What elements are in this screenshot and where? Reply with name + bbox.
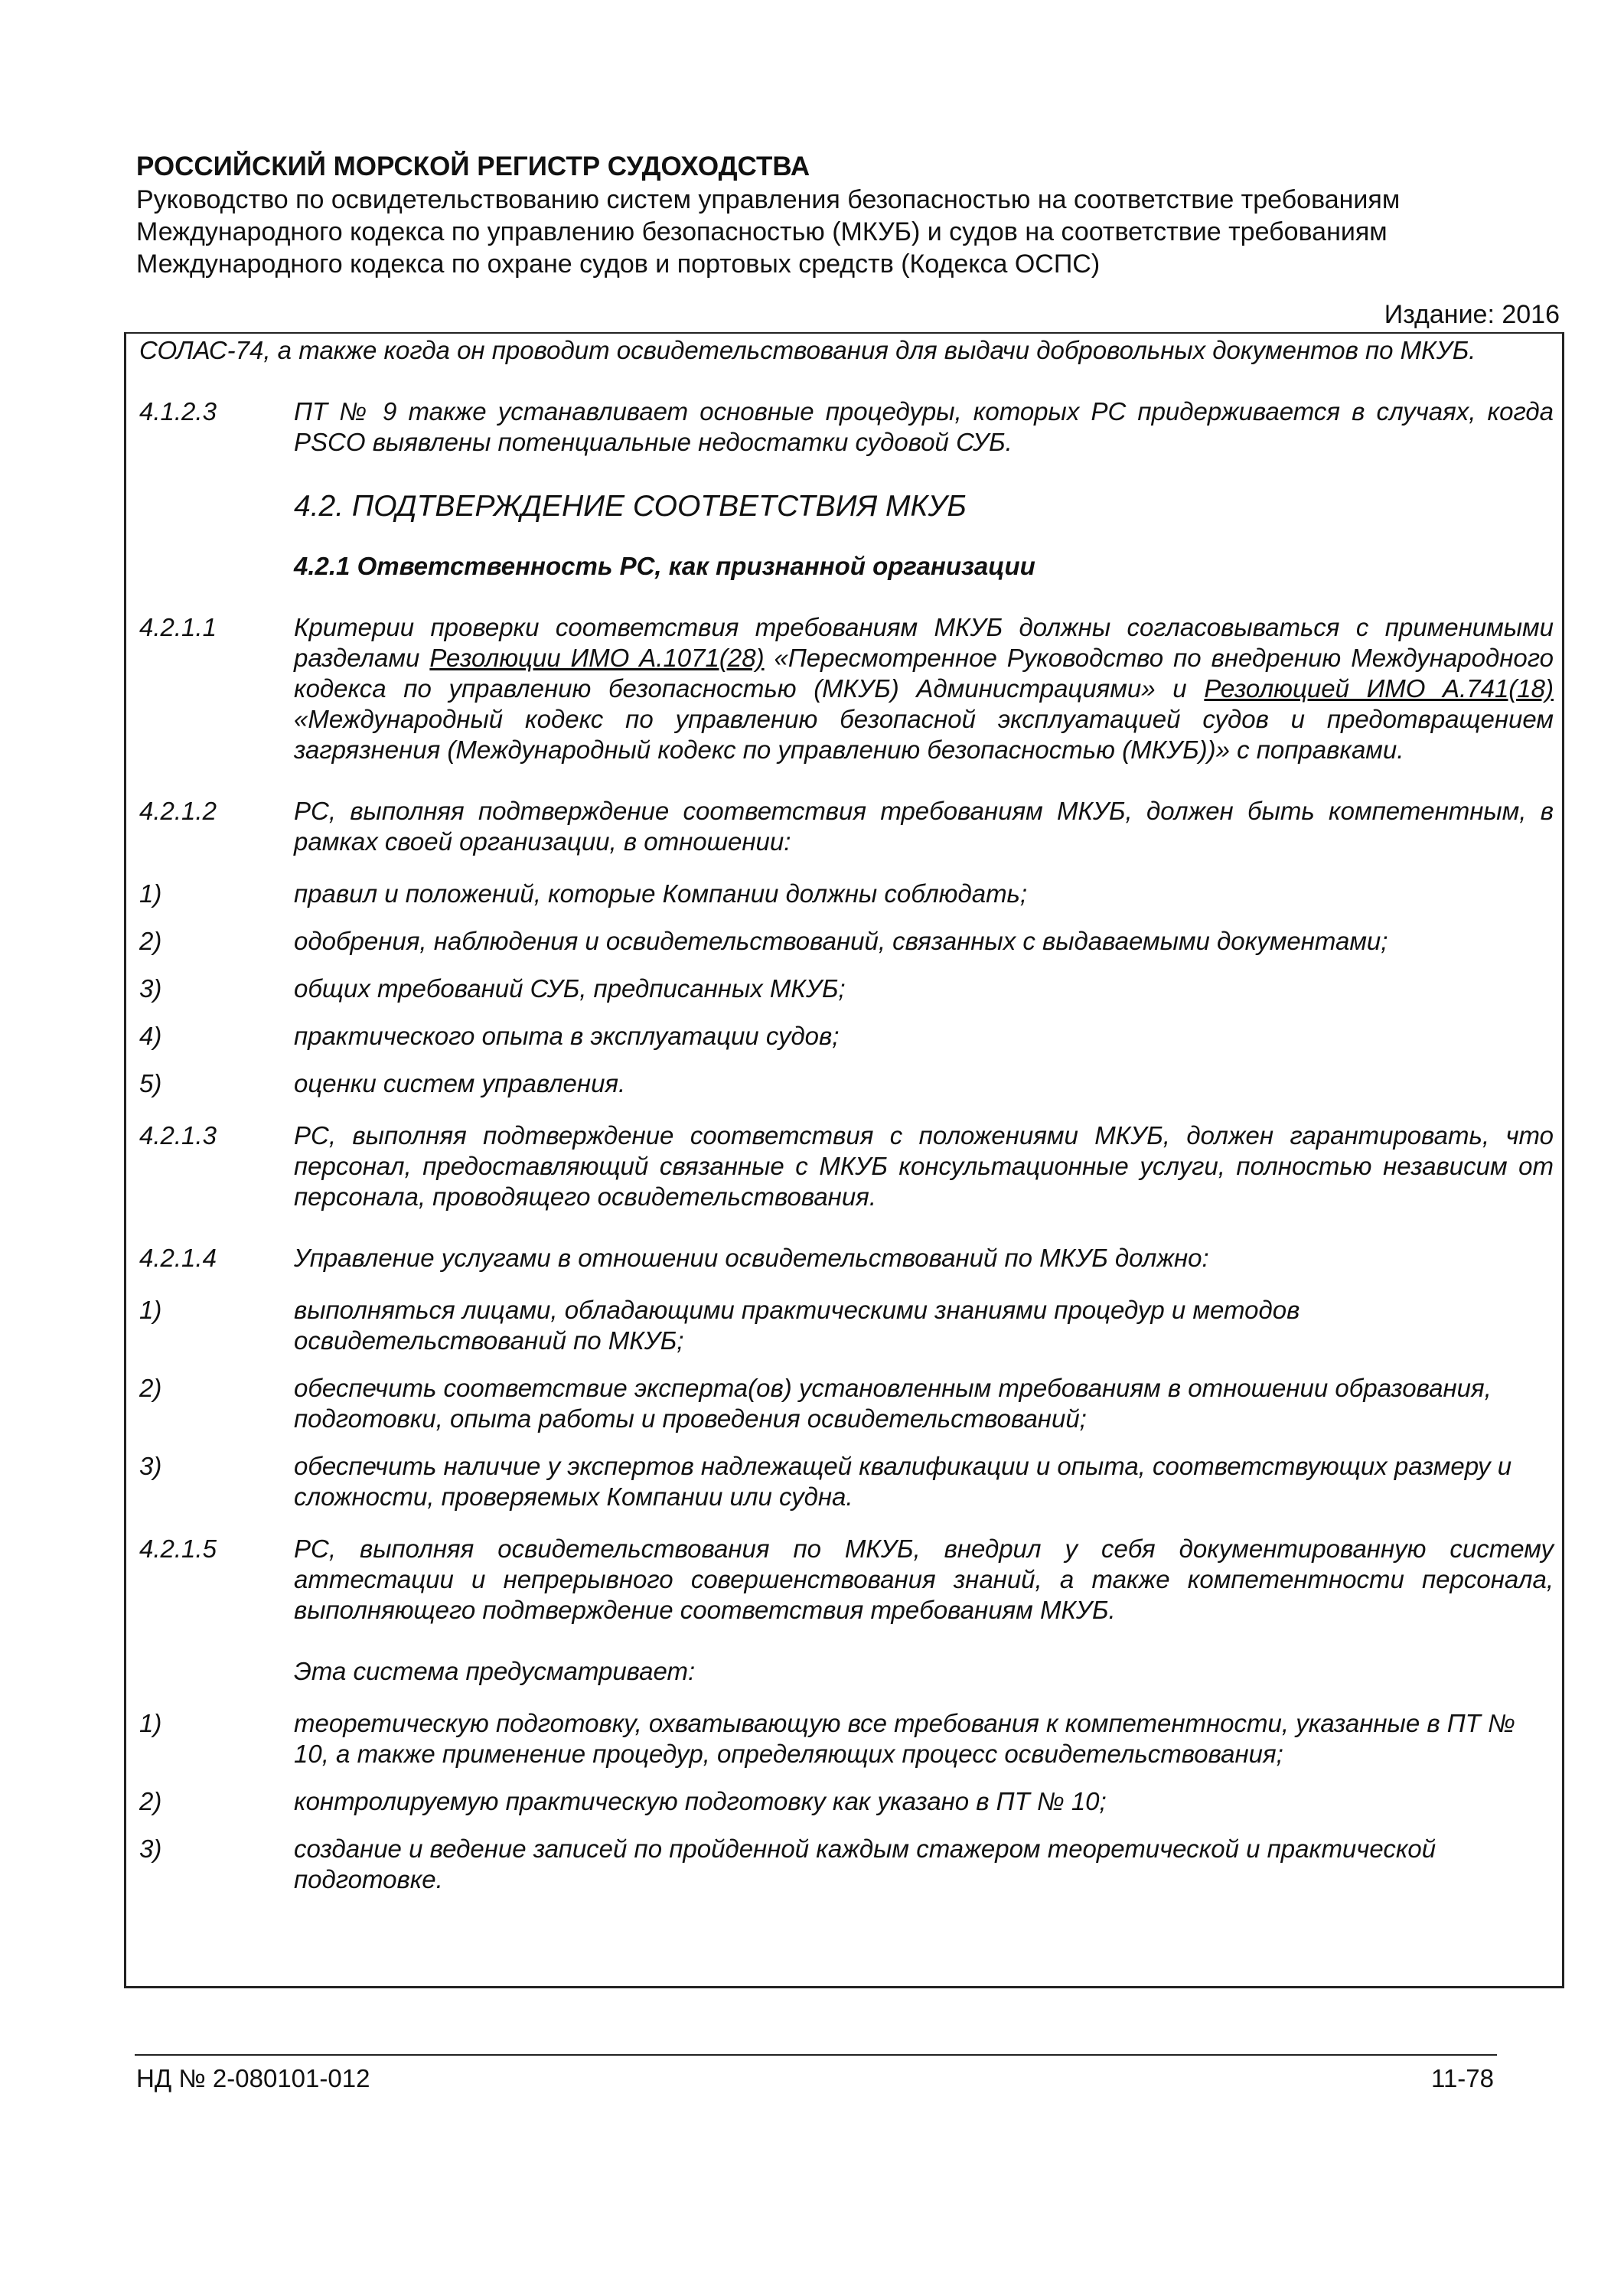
list-number: 1)	[139, 1709, 162, 1737]
text-run: «Международный кодекс по управлению безопасной эксплуатацией судов и предотвращением загрязнения (Международный кодекс по управлению безопасностью (МКУБ))» с поправками.	[294, 705, 1554, 764]
imo-resolution-a741-link[interactable]: Резолюцией ИМО А.741(18)	[1204, 674, 1554, 703]
list-text: правил и положений, которые Компании должны соблюдать;	[294, 879, 1028, 908]
document-title-line-3: Международного кодекса по охране судов и портовых средств (Кодекса ОСПС)	[136, 249, 1101, 279]
list-text: обеспечить соответствие эксперта(ов) установленным требованиям в отношении образования, подготовки, опыта работы и проведения освидетельствований;	[294, 1374, 1492, 1433]
paragraph-4-2-1-4	[139, 1243, 1554, 1274]
paragraph-number: 4.2.1.1	[139, 613, 217, 641]
paragraph-text: РС, выполняя освидетельствования по МКУБ, внедрил у себя документированную систему аттестации и непрерывного совершенствования знаний, а также компетентности персонала, выполняющего подтверждение соответствия требованиям МКУБ.	[294, 1534, 1554, 1624]
organization-name: РОССИЙСКИЙ МОРСКОЙ РЕГИСТР СУДОХОДСТВА	[136, 152, 810, 181]
list-text: одобрения, наблюдения и освидетельствований, связанных с выдаваемыми документами;	[294, 927, 1388, 955]
paragraph-text: РС, выполняя подтверждение соответствия с положениями МКУБ, должен гарантировать, что персонал, предоставляющий связанные с МКУБ консультационные услуги, полностью независим от персонала, проводящего освидетельствования.	[294, 1121, 1554, 1211]
paragraph-number: 4.1.2.3	[139, 397, 217, 426]
document-title-line-1: Руководство по освидетельствованию систем управления безопасностью на соответствие требованиям	[136, 185, 1401, 214]
list-number: 2)	[139, 927, 162, 955]
list-item	[139, 1021, 1554, 1052]
footer-divider	[135, 2054, 1497, 2056]
paragraph-4-2-1-3	[139, 1120, 1554, 1212]
list-text: контролируемую практическую подготовку как указано в ПТ № 10;	[294, 1787, 1107, 1815]
list-item	[139, 926, 1554, 957]
system-lead	[139, 1656, 1554, 1687]
paragraph-number: 4.2.1.4	[139, 1244, 217, 1272]
list-text: оценки систем управления.	[294, 1069, 626, 1097]
paragraph-number: 4.2.1.2	[139, 797, 217, 825]
paragraph-text: ПТ № 9 также устанавливает основные процедуры, которых РС придерживается в случаях, когда PSCO выявлены потенциальные недостатки судовой СУБ.	[294, 397, 1554, 456]
list-item	[139, 1451, 1554, 1512]
paragraph-number: 4.2.1.5	[139, 1534, 217, 1563]
list-item	[139, 1708, 1554, 1769]
edition-label: Издание: 2016	[1384, 300, 1560, 329]
text-run: «Пересмотренное Руководство по внедрению Международного кодекса по управлению безопасностью (МКУБ) Администрациями» и	[294, 644, 1554, 703]
paragraph-4-2-1-1	[139, 612, 1554, 765]
list-number: 4)	[139, 1022, 162, 1050]
imo-resolution-a1071-link[interactable]: Резолюции ИМО А.1071(28)	[429, 644, 765, 672]
list-item	[139, 1834, 1554, 1895]
list-number: 2)	[139, 1374, 162, 1402]
paragraph-text: Управление услугами в отношении освидетельствований по МКУБ должно:	[294, 1244, 1209, 1272]
paragraph-4-2-1-5	[139, 1534, 1554, 1626]
document-number: НД № 2-080101-012	[136, 2064, 370, 2092]
paragraph-text: РС, выполняя подтверждение соответствия требованиям МКУБ, должен быть компетентным, в рамках своей организации, в отношении:	[294, 797, 1554, 856]
lead-text: Эта система предусматривает:	[294, 1657, 696, 1685]
list-item	[139, 1068, 1554, 1099]
indent-spacer	[139, 1656, 294, 1687]
list-item	[139, 1373, 1554, 1434]
list-text: практического опыта в эксплуатации судов;	[294, 1022, 840, 1050]
list-item	[139, 974, 1554, 1004]
list-number: 5)	[139, 1069, 162, 1097]
paragraph-4-2-1-2	[139, 796, 1554, 857]
paragraph-4-1-2-3	[139, 396, 1554, 458]
page-number: 11-78	[1431, 2064, 1494, 2092]
list-number: 3)	[139, 1835, 162, 1863]
page-content	[139, 335, 1554, 1895]
list-number: 1)	[139, 1296, 162, 1324]
list-item	[139, 879, 1554, 909]
paragraph-number: 4.2.1.3	[139, 1121, 217, 1150]
paragraph-text	[294, 612, 1554, 765]
intro-paragraph: СОЛАС-74, а также когда он проводит освидетельствования для выдачи добровольных документов по МКУБ.	[139, 336, 1476, 364]
section-heading-4-2-1: 4.2.1 Ответственность РС, как признанной организации	[294, 552, 1035, 580]
list-text: выполняться лицами, обладающими практическими знаниями процедур и методов освидетельствований по МКУБ;	[294, 1296, 1300, 1355]
list-text: создание и ведение записей по пройденной каждым стажером теоретической и практической подготовке.	[294, 1835, 1436, 1893]
section-heading-4-2: 4.2. ПОДТВЕРЖДЕНИЕ СООТВЕТСТВИЯ МКУБ	[294, 490, 967, 523]
page-header	[136, 150, 1560, 280]
list-item	[139, 1295, 1554, 1356]
text-run: Критерии проверки соответствия требованиям МКУБ должны согласовываться с применимыми разделами	[294, 613, 1554, 672]
document-title-line-2: Международного кодекса по управлению безопасностью (МКУБ) и судов на соответствие требованиям	[136, 217, 1388, 246]
list-number: 3)	[139, 1452, 162, 1480]
list-item	[139, 1786, 1554, 1817]
list-number: 3)	[139, 974, 162, 1003]
list-text: общих требований СУБ, предписанных МКУБ;	[294, 974, 846, 1003]
list-number: 2)	[139, 1787, 162, 1815]
list-number: 1)	[139, 879, 162, 908]
list-text: теоретическую подготовку, охватывающую все требования к компетентности, указанные в ПТ № 10, а также применение процедур, определяющих процесс освидетельствования;	[294, 1709, 1515, 1768]
list-text: обеспечить наличие у экспертов надлежащей квалификации и опыта, соответствующих размеру и сложности, проверяемых Компании или судна.	[294, 1452, 1512, 1511]
